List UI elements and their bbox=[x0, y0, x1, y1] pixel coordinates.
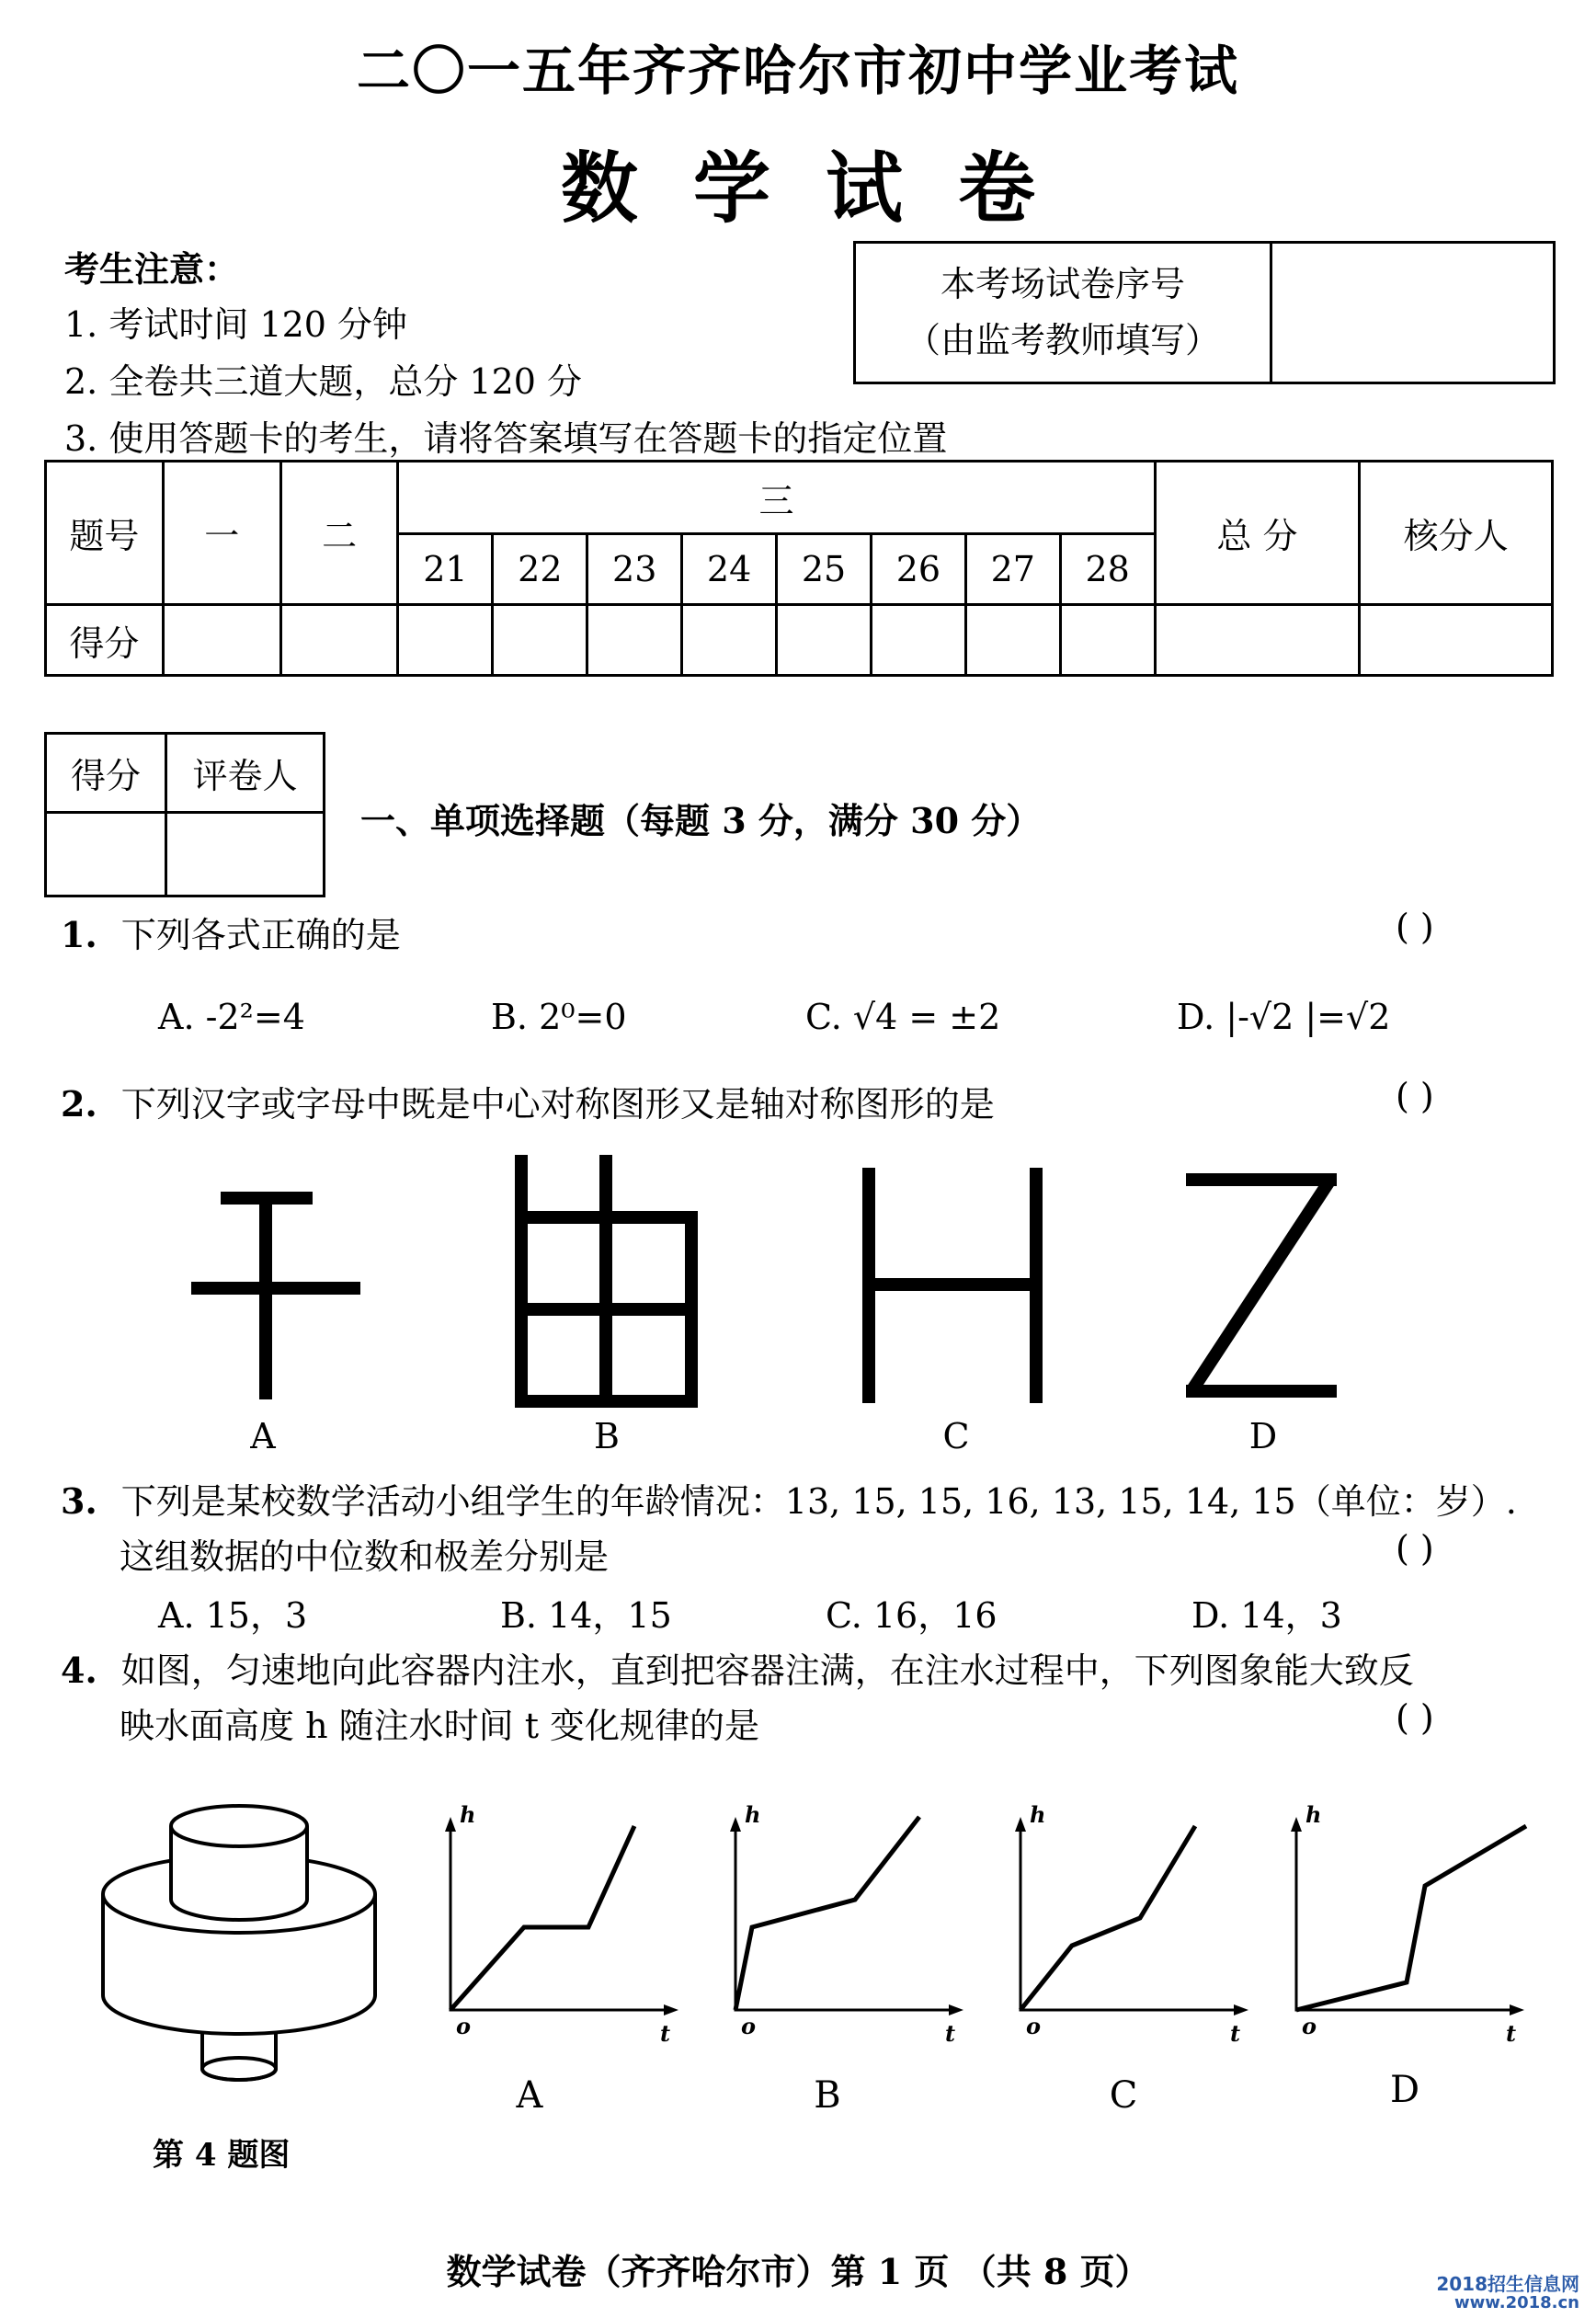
section-2-header: 二 bbox=[280, 462, 398, 605]
graph-axes bbox=[450, 1821, 671, 2010]
serial-number-label bbox=[856, 244, 1272, 382]
question-number-27: 27 bbox=[965, 534, 1060, 605]
graph-curve bbox=[735, 1817, 919, 2010]
question-1-number: 1. bbox=[61, 914, 97, 955]
exam-title: 二〇一五年齐齐哈尔市初中学业考试 bbox=[356, 40, 1239, 102]
graph-curve bbox=[1020, 1826, 1195, 2010]
notice-heading: 考生注意： bbox=[64, 248, 240, 290]
figure-c-letter-h bbox=[862, 1168, 1043, 1403]
graph-axes bbox=[1020, 1821, 1241, 2010]
graph-curve bbox=[450, 1826, 634, 2010]
grader-table bbox=[44, 732, 325, 897]
score-row-label: 得分 bbox=[46, 605, 164, 676]
section-1-header: 一 bbox=[163, 462, 280, 605]
h-axis-arrow bbox=[445, 1817, 456, 1832]
t-axis-label: t bbox=[660, 2020, 671, 2047]
serial-number-line1: 本考场试卷序号 bbox=[940, 264, 1185, 305]
question-2-figure-shapes bbox=[175, 1155, 1370, 1431]
notice-item-3: 3. 使用答题卡的考生，请将答案填写在答题卡的指定位置 bbox=[64, 418, 948, 459]
graph-d bbox=[1291, 1801, 1526, 2047]
question-1-option-c: C. √4 = ±2 bbox=[805, 997, 1001, 1037]
question-1-option-b: B. 2⁰=0 bbox=[491, 997, 627, 1037]
question-2-label-a: A bbox=[250, 1416, 276, 1456]
score-cell[interactable] bbox=[777, 605, 872, 676]
h-axis-label: h bbox=[460, 1801, 476, 1828]
t-axis-label: t bbox=[945, 2020, 956, 2047]
score-cell[interactable] bbox=[280, 605, 398, 676]
question-3-option-a: A. 15，3 bbox=[158, 1595, 308, 1636]
question-2 bbox=[61, 1076, 995, 1126]
question-2-label-d: D bbox=[1248, 1416, 1278, 1456]
serial-number-line2: （由监考教师填写） bbox=[905, 320, 1220, 360]
score-cell[interactable] bbox=[163, 605, 280, 676]
score-cell[interactable] bbox=[1060, 605, 1155, 676]
origin-label: o bbox=[741, 2013, 757, 2039]
t-axis-label: t bbox=[1230, 2020, 1241, 2047]
grader-score-cell[interactable] bbox=[46, 813, 166, 896]
question-number-24: 24 bbox=[682, 534, 777, 605]
question-number-26: 26 bbox=[871, 534, 965, 605]
watermark-line2: www.2018.cn bbox=[1454, 2293, 1579, 2312]
question-2-number: 2. bbox=[61, 1083, 97, 1125]
question-2-answer-blank[interactable]: ( ) bbox=[1396, 1076, 1434, 1116]
question-3-option-c: C. 16，16 bbox=[826, 1595, 998, 1636]
question-number-21: 21 bbox=[398, 534, 493, 605]
score-cell[interactable] bbox=[1155, 605, 1360, 676]
checker-header: 核分人 bbox=[1360, 462, 1553, 605]
grader-name-cell[interactable] bbox=[166, 813, 325, 896]
h-axis-arrow bbox=[1015, 1817, 1026, 1832]
serial-number-field[interactable] bbox=[1272, 244, 1553, 382]
question-2-text: 下列汉字或字母中既是中心对称图形又是轴对称图形的是 bbox=[120, 1084, 995, 1125]
question-4 bbox=[61, 1642, 1414, 1693]
question-3-text-line2: 这组数据的中位数和极差分别是 bbox=[120, 1536, 610, 1577]
question-3-answer-blank[interactable]: ( ) bbox=[1396, 1528, 1434, 1569]
score-cell[interactable] bbox=[871, 605, 965, 676]
question-4-graphs bbox=[432, 1793, 1572, 2060]
h-axis-arrow bbox=[1291, 1817, 1302, 1832]
question-2-label-b: B bbox=[594, 1416, 620, 1456]
origin-label: o bbox=[1302, 2013, 1317, 2039]
h-axis-arrow bbox=[730, 1817, 741, 1832]
question-3-text-line1: 下列是某校数学活动小组学生的年龄情况：13, 15, 15, 16, 13, 15, 14, 15（单位：岁）. bbox=[120, 1481, 1517, 1522]
figure-d-letter-z bbox=[1186, 1173, 1337, 1398]
t-axis-label: t bbox=[1506, 2020, 1517, 2047]
h-axis-label: h bbox=[1305, 1801, 1322, 1828]
origin-label: o bbox=[1026, 2013, 1042, 2039]
score-cell[interactable] bbox=[1360, 605, 1553, 676]
t-axis-arrow bbox=[949, 2004, 963, 2015]
question-2-label-c: C bbox=[942, 1416, 970, 1456]
question-number-23: 23 bbox=[587, 534, 682, 605]
question-3-number: 3. bbox=[61, 1480, 97, 1522]
question-number-22: 22 bbox=[493, 534, 587, 605]
graph-curve bbox=[1296, 1826, 1526, 2010]
graph-label-a: A bbox=[516, 2074, 543, 2117]
graph-b bbox=[730, 1801, 963, 2047]
question-4-text-line1: 如图，匀速地向此容器内注水，直到把容器注满，在注水过程中，下列图象能大致反 bbox=[120, 1650, 1414, 1691]
graph-label-c: C bbox=[1109, 2074, 1138, 2117]
figure-4-caption: 第 4 题图 bbox=[153, 2137, 291, 2174]
section-1-title: 一、单项选择题（每题 3 分，满分 30 分） bbox=[360, 800, 1042, 841]
t-axis-arrow bbox=[1234, 2004, 1248, 2015]
notice-item-2: 2. 全卷共三道大题，总分 120 分 bbox=[64, 361, 583, 402]
question-4-answer-blank[interactable]: ( ) bbox=[1396, 1697, 1434, 1738]
graph-label-b: B bbox=[814, 2074, 841, 2117]
score-table-label: 题号 bbox=[46, 462, 164, 605]
container-figure bbox=[92, 1793, 395, 2106]
score-cell[interactable] bbox=[965, 605, 1060, 676]
question-3 bbox=[61, 1473, 1517, 1524]
question-1 bbox=[61, 907, 401, 957]
score-cell[interactable] bbox=[493, 605, 587, 676]
page-footer: 数学试卷（齐齐哈尔市）第 1 页 （共 8 页） bbox=[446, 2251, 1150, 2292]
question-1-text: 下列各式正确的是 bbox=[120, 915, 401, 955]
question-4-text-line2: 映水面高度 h 随注水时间 t 变化规律的是 bbox=[120, 1706, 760, 1746]
serial-number-box bbox=[853, 241, 1556, 384]
question-1-answer-blank[interactable]: ( ) bbox=[1396, 907, 1434, 947]
question-1-option-d: D. |-√2 |=√2 bbox=[1177, 997, 1391, 1037]
graph-a bbox=[445, 1801, 678, 2047]
watermark-line1: 2018招生信息网 bbox=[1436, 2273, 1579, 2295]
score-cell[interactable] bbox=[587, 605, 682, 676]
question-4-number: 4. bbox=[61, 1650, 97, 1691]
graph-axes bbox=[735, 1821, 956, 2010]
h-axis-label: h bbox=[1030, 1801, 1046, 1828]
figure-b-you bbox=[521, 1155, 691, 1401]
grader-score-label: 得分 bbox=[46, 734, 166, 813]
question-number-25: 25 bbox=[777, 534, 872, 605]
section-3-header: 三 bbox=[398, 462, 1155, 534]
grader-name-label: 评卷人 bbox=[166, 734, 325, 813]
question-number-28: 28 bbox=[1060, 534, 1155, 605]
question-3-option-d: D. 14，3 bbox=[1191, 1595, 1342, 1636]
score-cell[interactable] bbox=[398, 605, 493, 676]
question-3-option-b: B. 14，15 bbox=[500, 1595, 672, 1636]
total-score-header: 总 分 bbox=[1155, 462, 1360, 605]
notice-item-1: 1. 考试时间 120 分钟 bbox=[64, 304, 408, 345]
score-table bbox=[44, 460, 1554, 677]
h-axis-label: h bbox=[745, 1801, 761, 1828]
score-cell[interactable] bbox=[682, 605, 777, 676]
graph-label-d: D bbox=[1389, 2069, 1420, 2111]
paper-subtitle: 数学试卷 bbox=[560, 143, 1090, 234]
question-1-option-a: A. -2²=4 bbox=[158, 997, 305, 1037]
t-axis-arrow bbox=[664, 2004, 678, 2015]
t-axis-arrow bbox=[1510, 2004, 1524, 2015]
graph-c bbox=[1015, 1801, 1248, 2047]
origin-label: o bbox=[456, 2013, 472, 2039]
